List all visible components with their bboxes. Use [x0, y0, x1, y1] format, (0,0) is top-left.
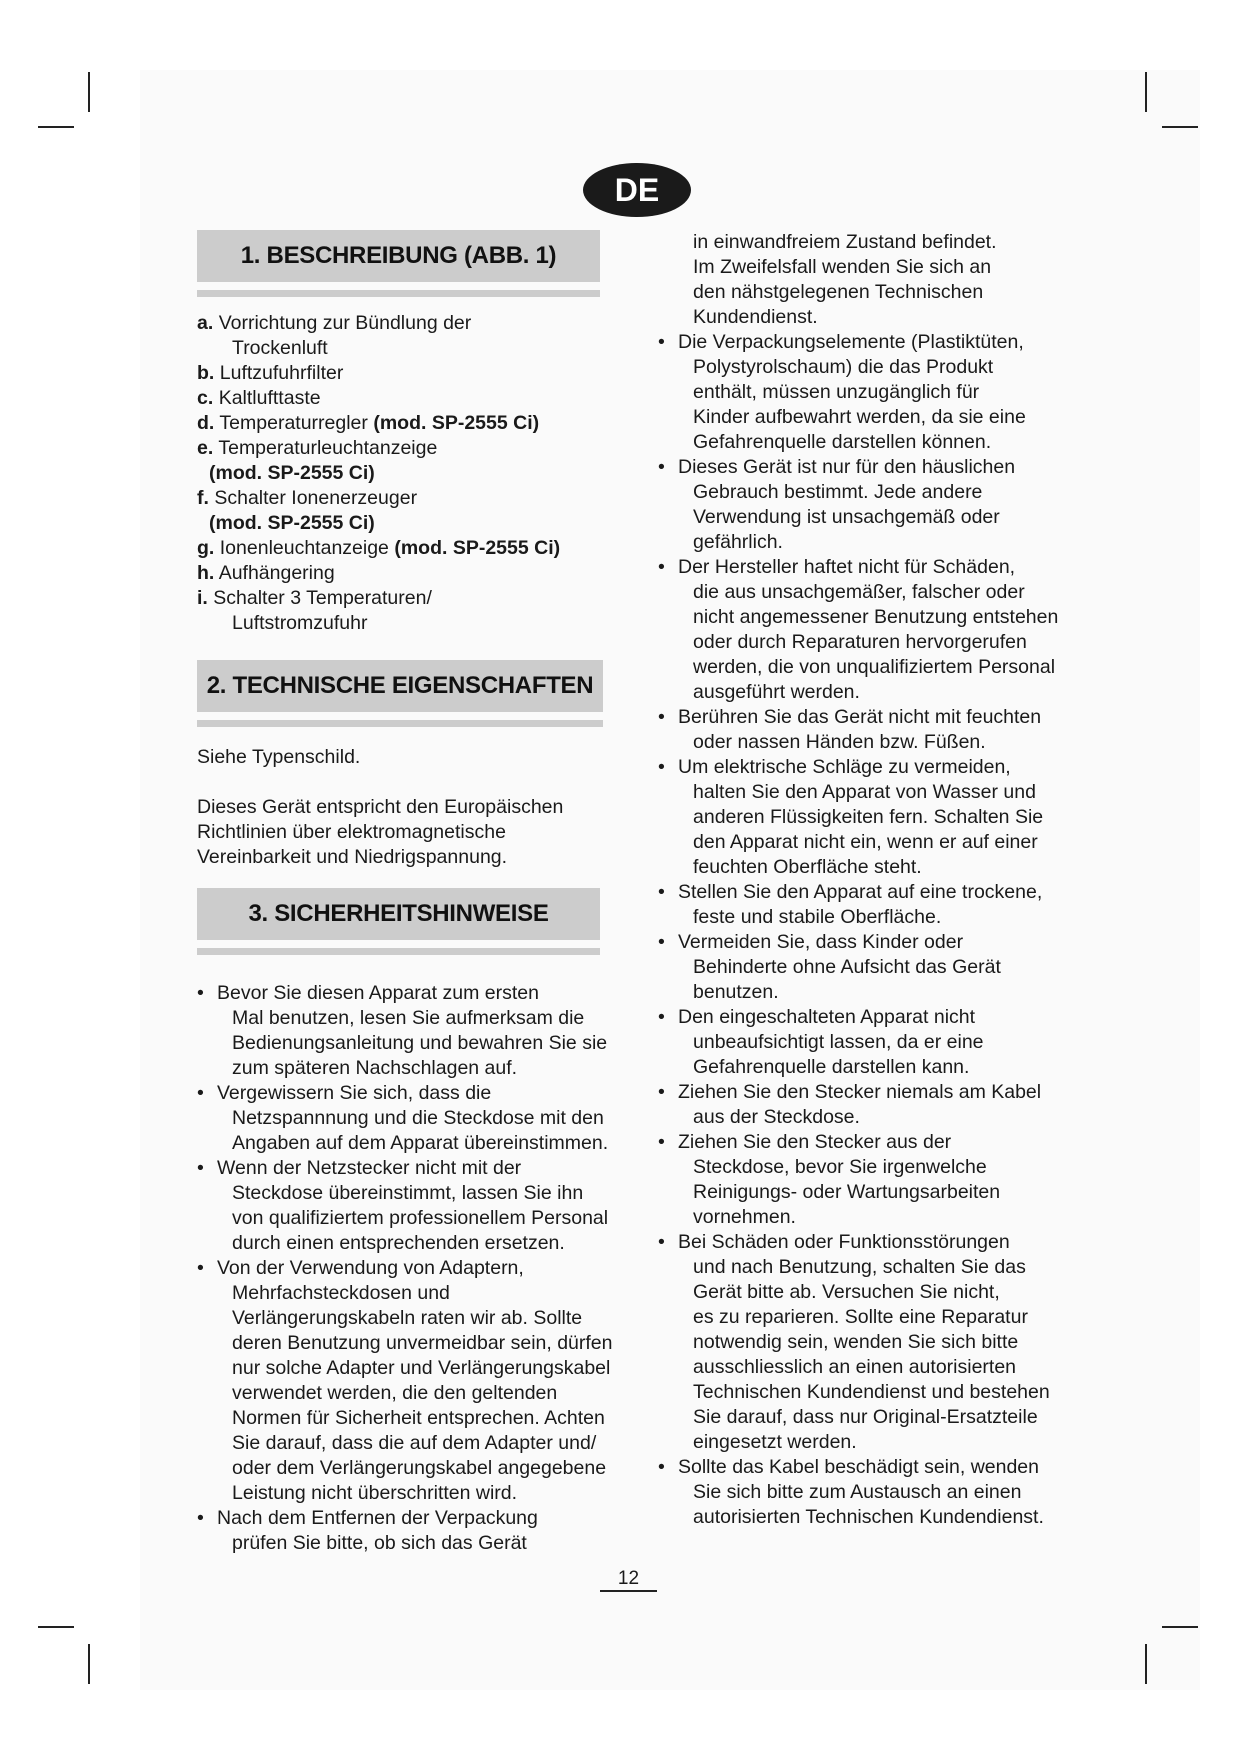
- item-text: Schalter Ionenerzeuger: [214, 487, 418, 509]
- item-text: Schalter 3 Temperaturen/: [213, 587, 432, 609]
- bullet-line: Netzspannnung und die Steckdose mit den: [232, 1107, 604, 1129]
- paragraph-line: Richtlinien über elektromagnetische: [197, 821, 506, 843]
- bullet-item: [194, 981, 637, 1081]
- section-heading: 2. TECHNISCHE EIGENSCHAFTEN: [197, 660, 603, 712]
- bullet-icon: •: [658, 706, 665, 728]
- list-item: [197, 411, 637, 436]
- item-letter: c.: [197, 387, 214, 409]
- component-list: [197, 311, 637, 636]
- bullet-line: Den eingeschalteten Apparat nicht: [678, 1006, 976, 1028]
- paragraph-line: Kundendienst.: [693, 306, 818, 328]
- paragraph-line: in einwandfreiem Zustand befindet.: [693, 231, 997, 253]
- bullet-line: Um elektrische Schläge zu vermeiden,: [678, 756, 1011, 778]
- section-heading: 1. BESCHREIBUNG (ABB. 1): [197, 230, 600, 282]
- crop-mark: [88, 72, 90, 112]
- item-letter: e.: [197, 437, 214, 459]
- bullet-line: Polystyrolschaum) die das Produkt: [693, 356, 994, 378]
- bullet-icon: •: [658, 1006, 665, 1028]
- bullet-line: halten Sie den Apparat von Wasser und: [693, 781, 1036, 803]
- bullet-item: [194, 1256, 637, 1506]
- bullet-icon: •: [658, 1456, 665, 1478]
- bullet-line: benutzen.: [693, 981, 779, 1003]
- paragraph: Siehe Typenschild.: [197, 746, 361, 768]
- item-text: Kaltlufttaste: [218, 387, 321, 409]
- bullet-icon: •: [197, 1082, 204, 1104]
- bullet-line: Mehrfachsteckdosen und: [232, 1282, 450, 1304]
- bullet-line: Vergewissern Sie sich, dass die: [217, 1082, 492, 1104]
- bullet-line: feste und stabile Oberfläche.: [693, 906, 942, 928]
- bullet-line: werden, die von unqualifiziertem Personal: [693, 656, 1056, 678]
- bullet-line: Ziehen Sie den Stecker niemals am Kabel: [678, 1081, 1042, 1103]
- section-heading: 3. SICHERHEITSHINWEISE: [197, 888, 600, 940]
- bullet-line: und nach Benutzung, schalten Sie das: [693, 1256, 1026, 1278]
- item-letter: b.: [197, 362, 215, 384]
- bullet-item: [655, 705, 1095, 755]
- bullet-icon: •: [197, 1157, 204, 1179]
- item-text: Luftzufuhrfilter: [219, 362, 344, 384]
- paragraph-line: den nähstgelegenen Technischen: [693, 281, 984, 303]
- right-column: [655, 230, 1095, 1530]
- safety-list-right: [655, 330, 1095, 1530]
- crop-mark: [88, 1644, 90, 1684]
- bullet-line: Gefahrenquelle darstellen kann.: [693, 1056, 970, 1078]
- bullet-line: die aus unsachgemäßer, falscher oder: [693, 581, 1025, 603]
- crop-mark: [38, 126, 74, 128]
- item-text: Temperaturleuchtanzeige: [218, 437, 438, 459]
- bullet-icon: •: [658, 1131, 665, 1153]
- list-item: [197, 536, 637, 561]
- bullet-line: Sie darauf, dass die auf dem Adapter und/: [232, 1432, 597, 1454]
- item-text: Trockenluft: [232, 337, 328, 359]
- bullet-item: [655, 555, 1095, 705]
- bullet-item: [655, 880, 1095, 930]
- section-1: [197, 230, 637, 636]
- item-letter: a.: [197, 312, 214, 334]
- bullet-line: Behinderte ohne Aufsicht das Gerät: [693, 956, 1001, 978]
- bullet-line: prüfen Sie bitte, ob sich das Gerät: [232, 1532, 527, 1554]
- list-item: [197, 436, 637, 486]
- bullet-item: [655, 1455, 1095, 1530]
- bullet-line: Wenn der Netzstecker nicht mit der: [217, 1157, 522, 1179]
- bullet-icon: •: [658, 456, 665, 478]
- bullet-item: [655, 455, 1095, 555]
- bullet-icon: •: [197, 1257, 204, 1279]
- bullet-line: oder durch Reparaturen hervorgerufen: [693, 631, 1027, 653]
- list-item: [197, 561, 637, 586]
- item-letter: d.: [197, 412, 215, 434]
- bullet-icon: •: [197, 1507, 204, 1529]
- list-item: [197, 586, 637, 636]
- bullet-line: Steckdose übereinstimmt, lassen Sie ihn: [232, 1182, 584, 1204]
- model-note: (mod. SP-2555 Ci): [394, 537, 561, 559]
- page-number: 12: [600, 1568, 657, 1592]
- list-item: [197, 386, 637, 411]
- bullet-item: [655, 1005, 1095, 1080]
- bullet-line: Von der Verwendung von Adaptern,: [217, 1257, 524, 1279]
- bullet-icon: •: [658, 331, 665, 353]
- bullet-line: gefährlich.: [693, 531, 783, 553]
- bullet-line: feuchten Oberfläche steht.: [693, 856, 922, 878]
- bullet-line: Verlängerungskabeln raten wir ab. Sollte: [232, 1307, 583, 1329]
- bullet-item: [655, 1130, 1095, 1230]
- bullet-icon: •: [658, 556, 665, 578]
- bullet-line: Technischen Kundendienst und bestehen: [693, 1381, 1050, 1403]
- bullet-line: oder nassen Händen bzw. Füßen.: [693, 731, 986, 753]
- bullet-line: aus der Steckdose.: [693, 1106, 860, 1128]
- bullet-line: nur solche Adapter und Verlängerungskabel: [232, 1357, 611, 1379]
- bullet-line: Bevor Sie diesen Apparat zum ersten: [217, 982, 539, 1004]
- crop-mark: [38, 1626, 74, 1628]
- bullet-line: von qualifiziertem professionellem Personal: [232, 1207, 609, 1229]
- bullet-line: Verwendung ist unsachgemäß oder: [693, 506, 1000, 528]
- bullet-item: [655, 755, 1095, 880]
- crop-mark: [1145, 1644, 1147, 1684]
- paragraph-line: Dieses Gerät entspricht den Europäischen: [197, 796, 564, 818]
- model-note: (mod. SP-2555 Ci): [373, 412, 540, 434]
- heading-underline: [197, 948, 600, 955]
- bullet-line: Ziehen Sie den Stecker aus der: [678, 1131, 952, 1153]
- bullet-line: Gebrauch bestimmt. Jede andere: [693, 481, 983, 503]
- bullet-icon: •: [658, 1081, 665, 1103]
- bullet-line: enthält, müssen unzugänglich für: [693, 381, 980, 403]
- section-3: [197, 888, 637, 1556]
- crop-mark: [1145, 72, 1147, 112]
- bullet-item: [655, 930, 1095, 1005]
- bullet-line: Leistung nicht überschritten wird.: [232, 1482, 518, 1504]
- model-note: (mod. SP-2555 Ci): [209, 462, 375, 484]
- bullet-line: Sie sich bitte zum Austausch an einen: [693, 1481, 1022, 1503]
- bullet-line: Kinder aufbewahrt werden, da sie eine: [693, 406, 1026, 428]
- bullet-icon: •: [658, 756, 665, 778]
- heading-underline: [197, 720, 603, 727]
- bullet-line: verwendet werden, die den geltenden: [232, 1382, 558, 1404]
- item-letter: f.: [197, 487, 209, 509]
- paragraph-line: Im Zweifelsfall wenden Sie sich an: [693, 256, 992, 278]
- bullet-line: Steckdose, bevor Sie irgenwelche: [693, 1156, 987, 1178]
- bullet-line: Stellen Sie den Apparat auf eine trockene,: [678, 881, 1043, 903]
- bullet-line: Vermeiden Sie, dass Kinder oder: [678, 931, 964, 953]
- bullet-icon: •: [658, 931, 665, 953]
- list-item: [197, 361, 637, 386]
- crop-mark: [1162, 126, 1198, 128]
- bullet-line: zum späteren Nachschlagen auf.: [232, 1057, 518, 1079]
- bullet-line: Dieses Gerät ist nur für den häuslichen: [678, 456, 1016, 478]
- bullet-line: Die Verpackungselemente (Plastiktüten,: [678, 331, 1024, 353]
- item-text: Luftstromzufuhr: [232, 612, 368, 634]
- bullet-line: deren Benutzung unvermeidbar sein, dürfen: [232, 1332, 613, 1354]
- item-letter: h.: [197, 562, 215, 584]
- bullet-line: Gefahrenquelle darstellen können.: [693, 431, 992, 453]
- bullet-line: Sie darauf, dass nur Original-Ersatzteile: [693, 1406, 1038, 1428]
- item-text: Aufhängering: [218, 562, 335, 584]
- paragraph: [197, 795, 637, 870]
- bullet-line: Der Hersteller haftet nicht für Schäden,: [678, 556, 1016, 578]
- bullet-item: [655, 1080, 1095, 1130]
- bullet-icon: •: [197, 982, 204, 1004]
- continued-paragraph: [655, 230, 1095, 330]
- bullet-line: autorisierten Technischen Kundendienst.: [693, 1506, 1044, 1528]
- bullet-item: [655, 330, 1095, 455]
- bullet-line: Nach dem Entfernen der Verpackung: [217, 1507, 538, 1529]
- item-letter: i.: [197, 587, 208, 609]
- bullet-line: Sollte das Kabel beschädigt sein, wenden: [678, 1456, 1039, 1478]
- item-text: Vorrichtung zur Bündlung der: [218, 312, 472, 334]
- list-item: [197, 311, 637, 361]
- bullet-line: Gerät bitte ab. Versuchen Sie nicht,: [693, 1281, 1000, 1303]
- language-badge: DE: [583, 163, 691, 217]
- bullet-line: Berühren Sie das Gerät nicht mit feuchten: [678, 706, 1042, 728]
- bullet-line: Bei Schäden oder Funktionsstörungen: [678, 1231, 1010, 1253]
- crop-mark: [1162, 1626, 1198, 1628]
- bullet-line: Normen für Sicherheit entsprechen. Achten: [232, 1407, 605, 1429]
- bullet-icon: •: [658, 1231, 665, 1253]
- bullet-line: eingesetzt werden.: [693, 1431, 857, 1453]
- bullet-line: unbeaufsichtigt lassen, da er eine: [693, 1031, 984, 1053]
- bullet-item: [194, 1081, 637, 1156]
- bullet-item: [194, 1506, 637, 1556]
- bullet-line: anderen Flüssigkeiten fern. Schalten Sie: [693, 806, 1044, 828]
- bullet-line: ausgeführt werden.: [693, 681, 860, 703]
- bullet-line: nicht angemessener Benutzung entstehen: [693, 606, 1059, 628]
- safety-list-left: [194, 981, 637, 1556]
- list-item: [197, 486, 637, 536]
- bullet-item: [655, 1230, 1095, 1455]
- section-2: [197, 660, 637, 870]
- item-text: Temperaturregler: [219, 412, 374, 434]
- bullet-line: es zu reparieren. Sollte eine Reparatur: [693, 1306, 1028, 1328]
- bullet-line: Angaben auf dem Apparat übereinstimmen.: [232, 1132, 609, 1154]
- bullet-line: durch einen entsprechenden ersetzen.: [232, 1232, 565, 1254]
- bullet-line: Reinigungs- oder Wartungsarbeiten: [693, 1181, 1001, 1203]
- bullet-line: oder dem Verlängerungskabel angegebene: [232, 1457, 607, 1479]
- bullet-line: Bedienungsanleitung und bewahren Sie sie: [232, 1032, 608, 1054]
- bullet-line: den Apparat nicht ein, wenn er auf einer: [693, 831, 1038, 853]
- bullet-line: notwendig sein, wenden Sie sich bitte: [693, 1331, 1019, 1353]
- item-letter: g.: [197, 537, 215, 559]
- bullet-icon: •: [658, 881, 665, 903]
- bullet-line: Mal benutzen, lesen Sie aufmerksam die: [232, 1007, 585, 1029]
- model-note: (mod. SP-2555 Ci): [209, 512, 375, 534]
- bullet-item: [194, 1156, 637, 1256]
- heading-underline: [197, 290, 600, 297]
- bullet-line: ausschliesslich an einen autorisierten: [693, 1356, 1017, 1378]
- left-column: [197, 230, 637, 1556]
- paragraph-line: Vereinbarkeit und Niedrigspannung.: [197, 846, 508, 868]
- bullet-line: vornehmen.: [693, 1206, 796, 1228]
- item-text: Ionenleuchtanzeige: [219, 537, 395, 559]
